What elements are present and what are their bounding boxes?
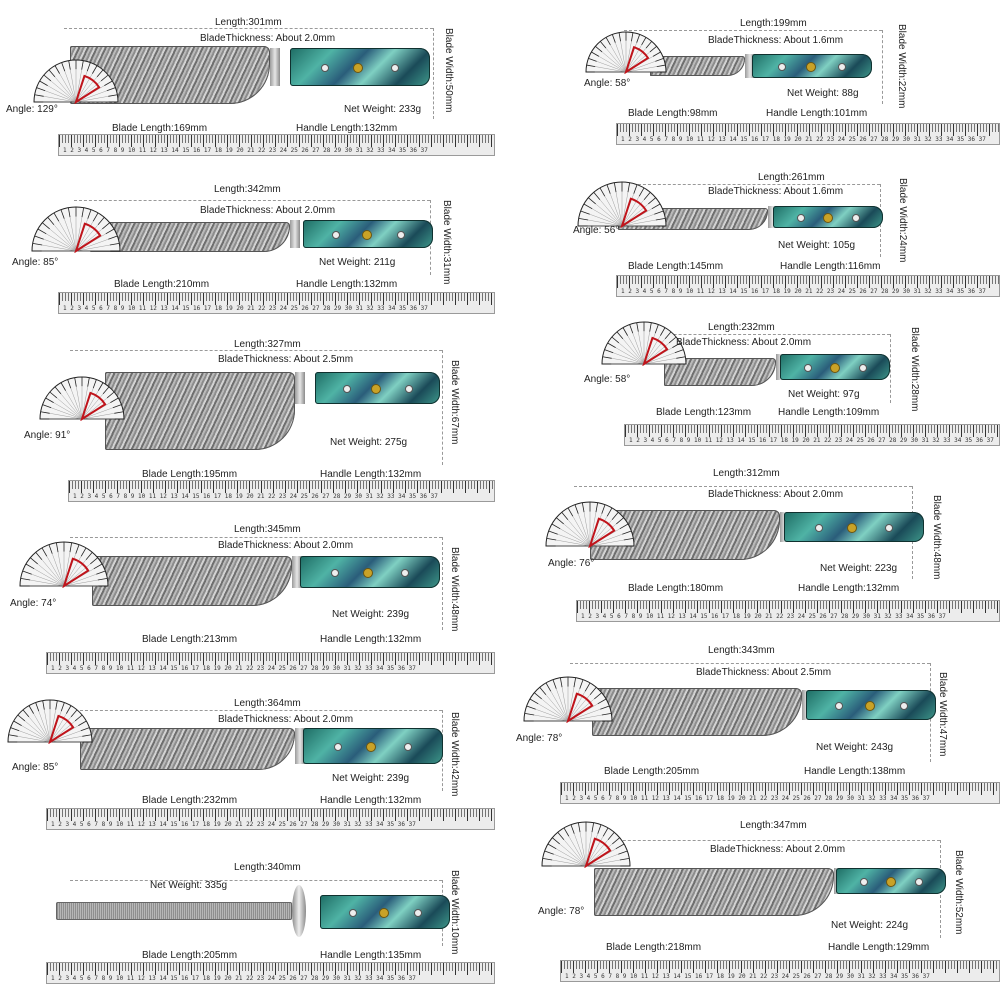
protractor-icon xyxy=(38,375,126,426)
blade-length-label: Blade Length:123mm xyxy=(656,407,752,418)
rod-guard xyxy=(292,885,306,937)
overall-length-label: Length:345mm xyxy=(234,524,301,535)
blade-width-label: Blade Width:24mm xyxy=(897,178,908,263)
net-weight-label: Net Weight: 239g xyxy=(332,773,410,784)
damascus-blade xyxy=(92,556,292,606)
ruler-major-ticks xyxy=(617,276,999,288)
edge-angle-label: Angle: 76° xyxy=(548,558,595,569)
width-dimension-line xyxy=(442,350,443,465)
net-weight-label: Net Weight: 88g xyxy=(787,88,859,99)
handle-rivet xyxy=(332,231,340,239)
blade-width-label: Blade Width:22mm xyxy=(896,24,907,109)
measuring-ruler xyxy=(46,652,495,674)
handle-length-label: Handle Length:132mm xyxy=(798,583,900,594)
edge-angle-label: Angle: 91° xyxy=(24,430,71,441)
handle-rivet xyxy=(343,385,351,393)
edge-angle-label: Angle: 78° xyxy=(516,733,563,744)
overall-length-label: Length:347mm xyxy=(740,820,807,831)
overall-length-label: Length:312mm xyxy=(713,468,780,479)
handle-logo-medallion xyxy=(865,701,875,711)
ruler-numbers: 1 2 3 4 5 6 7 8 9 10 11 12 13 14 15 16 17 18 19 20 21 22 23 24 25 26 27 28 29 30 31 32 33 34 35 36 37 xyxy=(629,437,994,444)
ruler-numbers: 1 2 3 4 5 6 7 8 9 10 11 12 13 14 15 16 17 18 19 20 21 22 23 24 25 26 27 28 29 30 31 32 33 34 35 36 37 xyxy=(565,973,930,980)
overall-length-label: Length:340mm xyxy=(234,862,301,873)
blade-width-label: Blade Width:48mm xyxy=(931,495,942,580)
length-dimension-line xyxy=(74,200,430,201)
ruler-numbers: 1 2 3 4 5 6 7 8 9 10 11 12 13 14 15 16 17 18 19 20 21 22 23 24 25 26 27 28 29 30 31 32 33 34 35 36 37 xyxy=(581,613,946,620)
ruler-numbers: 1 2 3 4 5 6 7 8 9 10 11 12 13 14 15 16 17 18 19 20 21 22 23 24 25 26 27 28 29 30 31 32 33 34 35 36 37 xyxy=(51,821,416,828)
handle-rivet xyxy=(835,702,843,710)
edge-angle-label: Angle: 58° xyxy=(584,374,631,385)
handle-rivet xyxy=(391,64,399,72)
blade-thickness-label: BladeThickness: About 2.0mm xyxy=(676,337,812,348)
ruler-major-ticks xyxy=(59,135,494,147)
blade-thickness-label: BladeThickness: About 2.0mm xyxy=(218,540,354,551)
handle-rivet xyxy=(349,909,357,917)
blade-length-label: Blade Length:213mm xyxy=(142,634,238,645)
blade-thickness-label: BladeThickness: About 1.6mm xyxy=(708,35,844,46)
length-dimension-line xyxy=(70,710,442,711)
damascus-blade xyxy=(592,688,802,736)
net-weight-label: Net Weight: 97g xyxy=(788,389,860,400)
protractor-icon xyxy=(522,675,614,728)
bolster xyxy=(295,372,305,404)
blade-thickness-label: BladeThickness: About 2.0mm xyxy=(710,844,846,855)
bolster xyxy=(290,220,300,248)
ruler-numbers: 1 2 3 4 5 6 7 8 9 10 11 12 13 14 15 16 17 18 19 20 21 22 23 24 25 26 27 28 29 30 31 32 33 34 35 36 37 xyxy=(73,493,438,500)
blade-width-label: Blade Width:67mm xyxy=(449,360,460,445)
handle-logo-medallion xyxy=(823,213,833,223)
width-dimension-line xyxy=(882,30,883,104)
ruler-major-ticks xyxy=(47,809,494,821)
handle-rivet xyxy=(321,64,329,72)
width-dimension-line xyxy=(442,537,443,630)
measuring-ruler xyxy=(616,275,1000,297)
handle-length-label: Handle Length:138mm xyxy=(804,766,906,777)
handle-rivet xyxy=(815,524,823,532)
overall-length-label: Length:199mm xyxy=(740,18,807,29)
length-dimension-line xyxy=(70,880,442,881)
blade-thickness-label: BladeThickness: About 2.5mm xyxy=(696,667,832,678)
overall-length-label: Length:232mm xyxy=(708,322,775,333)
blade-width-label: Blade Width:31mm xyxy=(441,200,452,285)
protractor-icon xyxy=(584,30,668,79)
edge-angle-label: Angle: 58° xyxy=(584,78,631,89)
blade-length-label: Blade Length:195mm xyxy=(142,469,238,480)
length-dimension-line xyxy=(570,663,930,664)
blade-width-label: Blade Width:10mm xyxy=(449,870,460,955)
damascus-blade xyxy=(594,868,834,916)
handle-length-label: Handle Length:132mm xyxy=(320,634,422,645)
net-weight-label: Net Weight: 211g xyxy=(319,257,396,268)
overall-length-label: Length:301mm xyxy=(215,17,282,28)
measuring-ruler xyxy=(58,134,495,156)
edge-angle-label: Angle: 74° xyxy=(10,598,57,609)
sharpening-rod xyxy=(56,902,292,920)
ruler-major-ticks xyxy=(625,425,999,437)
handle-length-label: Handle Length:132mm xyxy=(296,123,398,134)
edge-angle-label: Angle: 85° xyxy=(12,257,59,268)
net-weight-label: Net Weight: 243g xyxy=(816,742,894,753)
ruler-numbers: 1 2 3 4 5 6 7 8 9 10 11 12 13 14 15 16 17 18 19 20 21 22 23 24 25 26 27 28 29 30 31 32 33 34 35 36 37 xyxy=(63,305,428,312)
handle-logo-medallion xyxy=(886,877,896,887)
handle-length-label: Handle Length:132mm xyxy=(320,795,422,806)
blade-length-label: Blade Length:205mm xyxy=(142,950,238,961)
measuring-ruler xyxy=(58,292,495,314)
blade-length-label: Blade Length:145mm xyxy=(628,261,724,272)
ruler-numbers: 1 2 3 4 5 6 7 8 9 10 11 12 13 14 15 16 17 18 19 20 21 22 23 24 25 26 27 28 29 30 31 32 33 34 35 36 37 xyxy=(621,136,986,143)
handle-rivet xyxy=(404,743,412,751)
ruler-numbers: 1 2 3 4 5 6 7 8 9 10 11 12 13 14 15 16 17 18 19 20 21 22 23 24 25 26 27 28 29 30 31 32 33 34 35 36 37 xyxy=(565,795,930,802)
protractor-icon xyxy=(32,58,120,109)
measuring-ruler xyxy=(68,480,495,502)
handle-length-label: Handle Length:129mm xyxy=(828,942,930,953)
handle-rivet xyxy=(401,569,409,577)
ruler-numbers: 1 2 3 4 5 6 7 8 9 10 11 12 13 14 15 16 17 18 19 20 21 22 23 24 25 26 27 28 29 30 31 32 33 34 35 36 37 xyxy=(51,975,416,982)
measuring-ruler xyxy=(576,600,1000,622)
edge-angle-label: Angle: 78° xyxy=(538,906,585,917)
blade-length-label: Blade Length:180mm xyxy=(628,583,724,594)
protractor-icon xyxy=(18,540,110,593)
blade-width-label: Blade Width:47mm xyxy=(937,672,948,757)
handle-logo-medallion xyxy=(366,742,376,752)
net-weight-label: Net Weight: 105g xyxy=(778,240,856,251)
ruler-major-ticks xyxy=(561,783,999,795)
ruler-major-ticks xyxy=(617,124,999,136)
handle-length-label: Handle Length:101mm xyxy=(766,108,868,119)
blade-thickness-label: BladeThickness: About 1.6mm xyxy=(708,186,844,197)
handle-rivet xyxy=(334,743,342,751)
blade-width-label: Blade Width:28mm xyxy=(909,327,920,412)
measuring-ruler xyxy=(616,123,1000,145)
protractor-icon xyxy=(6,698,94,749)
width-dimension-line xyxy=(890,334,891,403)
protractor-icon xyxy=(30,205,122,258)
blade-thickness-label: BladeThickness: About 2.5mm xyxy=(218,354,354,365)
overall-length-label: Length:327mm xyxy=(234,339,301,350)
blade-length-label: Blade Length:232mm xyxy=(142,795,238,806)
blade-width-label: Blade Width:48mm xyxy=(449,547,460,632)
protractor-icon xyxy=(600,320,688,371)
handle-length-label: Handle Length:132mm xyxy=(296,279,398,290)
ruler-major-ticks xyxy=(577,601,999,613)
blade-length-label: Blade Length:210mm xyxy=(114,279,210,290)
blade-length-label: Blade Length:218mm xyxy=(606,942,702,953)
handle-rivet xyxy=(900,702,908,710)
handle-logo-medallion xyxy=(353,63,363,73)
protractor-icon xyxy=(540,820,632,873)
blade-width-label: Blade Width:52mm xyxy=(953,850,964,935)
measuring-ruler xyxy=(624,424,1000,446)
blade-width-label: Blade Width:50mm xyxy=(443,28,454,113)
damascus-blade xyxy=(105,372,295,450)
handle-length-label: Handle Length:116mm xyxy=(780,261,881,272)
ruler-numbers: 1 2 3 4 5 6 7 8 9 10 11 12 13 14 15 16 17 18 19 20 21 22 23 24 25 26 27 28 29 30 31 32 33 34 35 36 37 xyxy=(63,147,428,154)
handle-rivet xyxy=(331,569,339,577)
overall-length-label: Length:261mm xyxy=(758,172,825,183)
handle-logo-medallion xyxy=(363,568,373,578)
damascus-blade xyxy=(80,728,295,770)
length-dimension-line xyxy=(574,486,912,487)
net-weight-label: Net Weight: 335g xyxy=(150,880,228,891)
net-weight-label: Net Weight: 223g xyxy=(820,563,898,574)
bolster xyxy=(270,48,280,86)
blade-thickness-label: BladeThickness: About 2.0mm xyxy=(218,714,354,725)
net-weight-label: Net Weight: 275g xyxy=(330,437,408,448)
handle-rivet xyxy=(414,909,422,917)
handle-rivet xyxy=(405,385,413,393)
ruler-major-ticks xyxy=(47,653,494,665)
measuring-ruler xyxy=(46,808,495,830)
blade-thickness-label: BladeThickness: About 2.0mm xyxy=(200,205,336,216)
edge-angle-label: Angle: 85° xyxy=(12,762,59,773)
handle-logo-medallion xyxy=(847,523,857,533)
protractor-icon xyxy=(544,500,636,553)
measuring-ruler xyxy=(560,960,1000,982)
blade-length-label: Blade Length:98mm xyxy=(628,108,718,119)
handle-logo-medallion xyxy=(806,62,816,72)
measuring-ruler xyxy=(560,782,1000,804)
net-weight-label: Net Weight: 239g xyxy=(332,609,410,620)
blade-thickness-label: BladeThickness: About 2.0mm xyxy=(200,33,336,44)
measuring-ruler xyxy=(46,962,495,984)
handle-length-label: Handle Length:135mm xyxy=(320,950,422,961)
blade-width-label: Blade Width:42mm xyxy=(449,712,460,797)
ruler-major-ticks xyxy=(69,481,494,493)
handle-logo-medallion xyxy=(379,908,389,918)
net-weight-label: Net Weight: 224g xyxy=(831,920,909,931)
ruler-major-ticks xyxy=(59,293,494,305)
ruler-numbers: 1 2 3 4 5 6 7 8 9 10 11 12 13 14 15 16 17 18 19 20 21 22 23 24 25 26 27 28 29 30 31 32 33 34 35 36 37 xyxy=(621,288,986,295)
blade-length-label: Blade Length:169mm xyxy=(112,123,208,134)
handle-logo-medallion xyxy=(362,230,372,240)
blade-length-label: Blade Length:205mm xyxy=(604,766,700,777)
edge-angle-label: Angle: 129° xyxy=(6,104,58,115)
ruler-numbers: 1 2 3 4 5 6 7 8 9 10 11 12 13 14 15 16 17 18 19 20 21 22 23 24 25 26 27 28 29 30 31 32 33 34 35 36 37 xyxy=(51,665,416,672)
handle-rivet xyxy=(885,524,893,532)
handle-rivet xyxy=(397,231,405,239)
ruler-major-ticks xyxy=(561,961,999,973)
handle-length-label: Handle Length:109mm xyxy=(778,407,880,418)
blade-thickness-label: BladeThickness: About 2.0mm xyxy=(708,489,844,500)
handle-logo-medallion xyxy=(830,363,840,373)
width-dimension-line xyxy=(433,28,434,119)
handle-length-label: Handle Length:132mm xyxy=(320,469,422,480)
edge-angle-label: Angle: 56° xyxy=(573,225,620,236)
length-dimension-line xyxy=(70,537,442,538)
overall-length-label: Length:364mm xyxy=(234,698,301,709)
overall-length-label: Length:342mm xyxy=(214,184,281,195)
overall-length-label: Length:343mm xyxy=(708,645,775,656)
net-weight-label: Net Weight: 233g xyxy=(344,104,422,115)
ruler-major-ticks xyxy=(47,963,494,975)
